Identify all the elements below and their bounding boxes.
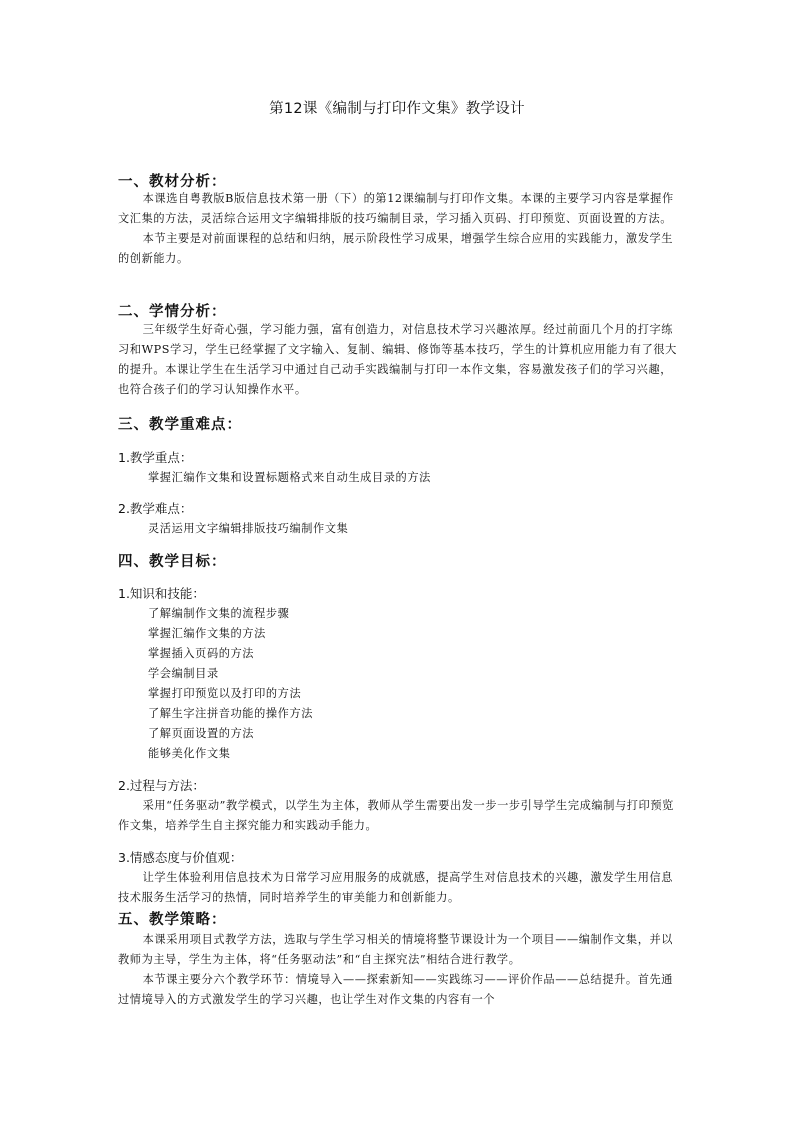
subheading-attitudes-values: 3.情感态度与价值观： xyxy=(118,850,243,865)
process-methods-text xyxy=(118,796,678,836)
list-item: 能够美化作文集 xyxy=(148,747,231,760)
list-item: 掌握插入页码的方法 xyxy=(148,647,255,660)
paragraph: 本节课主要分六个教学环节：情境导入——探索新知——实践练习——评价作品——总结提升。首先通过情境导入的方式激发学生的学习兴趣，也让学生对作文集的内容有一个 xyxy=(118,973,674,1006)
objectives-list xyxy=(148,604,313,764)
attitudes-values-text xyxy=(118,868,678,908)
subheading-key-point: 1.教学重点： xyxy=(118,450,193,465)
list-item: 了解生字注拼音功能的操作方法 xyxy=(148,707,314,720)
key-point-text xyxy=(148,468,431,488)
paragraph: 本课选自粤教版B版信息技术第一册（下）的第12课编制与打印作文集。本课的主要学习内容是掌握作文汇集的方法，灵活综合运用文字编辑排版的技巧编制目录，学习插入页码、打印预览、页面设置的方法。 xyxy=(118,192,674,225)
paragraph: 本课采用项目式教学方法，选取与学生学习相关的情境将整节课设计为一个项目——编制作文集，并以教师为主导，学生为主体，将“任务驱动法”和“自主探究法”相结合进行教学。 xyxy=(118,933,674,966)
subheading-knowledge-skills: 1.知识和技能： xyxy=(118,586,205,601)
section-heading-key-points: 三、教学重难点： xyxy=(118,417,242,433)
paragraph: 三年级学生好奇心强，学习能力强，富有创造力，对信息技术学习兴趣浓厚。经过前面几个月的打字练习和WPS学习，学生已经掌握了文字输入、复制、编辑、修饰等基本技巧，学生的计算机应用能力有了很大的提升。本课让学生在生活学习中通过自己动手实践编制与打印一本作文集，容易激发孩子们的学习兴趣，也符合孩子们的学习认知操作水平。 xyxy=(118,323,677,396)
section-body-student-analysis xyxy=(118,320,678,400)
list-item: 掌握汇编作文集和设置标题格式来自动生成目录的方法 xyxy=(148,471,431,484)
section-heading-student-analysis: 二、学情分析： xyxy=(118,304,227,320)
list-item: 了解编制作文集的流程步骤 xyxy=(148,607,290,620)
paragraph: 本节主要是对前面课程的总结和归纳，展示阶段性学习成果，增强学生综合应用的实践能力，激发学生的创新能力。 xyxy=(118,232,674,265)
section-heading-objectives: 四、教学目标： xyxy=(118,554,227,570)
section-heading-strategy: 五、教学策略： xyxy=(118,912,227,928)
list-item: 掌握打印预览以及打印的方法 xyxy=(148,687,302,700)
paragraph: 采用“任务驱动”教学模式，以学生为主体，教师从学生需要出发一步一步引导学生完成编制与打印预览作文集，培养学生自主探究能力和实践动手能力。 xyxy=(118,799,674,832)
subheading-process-methods: 2.过程与方法： xyxy=(118,778,205,793)
page-title: 第12课《编制与打印作文集》教学设计 xyxy=(269,101,525,117)
list-item: 灵活运用文字编辑排版技巧编制作文集 xyxy=(148,522,349,535)
list-item: 学会编制目录 xyxy=(148,667,219,680)
difficult-point-text xyxy=(148,519,348,539)
subheading-difficult-point: 2.教学难点： xyxy=(118,501,193,516)
section-body-textbook-analysis xyxy=(118,189,678,269)
list-item: 了解页面设置的方法 xyxy=(148,727,255,740)
paragraph: 让学生体验利用信息技术为日常学习应用服务的成就感，提高学生对信息技术的兴趣，激发学生用信息技术服务生活学习的热情，同时培养学生的审美能力和创新能力。 xyxy=(118,871,674,904)
section-body-strategy xyxy=(118,930,678,1010)
list-item: 掌握汇编作文集的方法 xyxy=(148,627,266,640)
section-heading-textbook-analysis: 一、教材分析： xyxy=(118,174,227,190)
